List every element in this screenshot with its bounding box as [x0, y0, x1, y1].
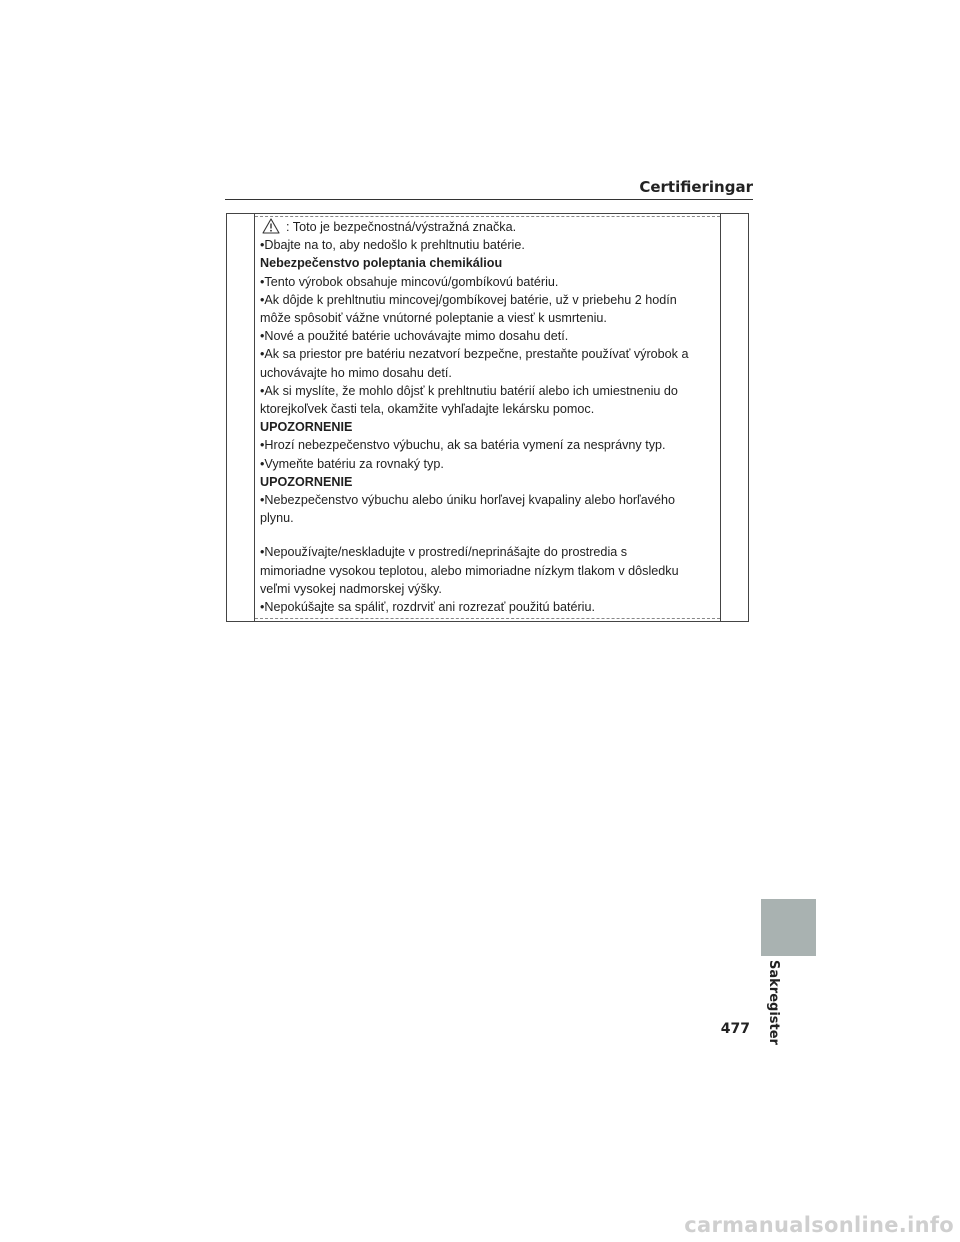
label-heading: UPOZORNENIE	[260, 474, 353, 489]
label-spacer	[260, 527, 722, 543]
label-heading: Nebezpečenstvo poleptania chemikáliou	[260, 256, 503, 271]
label-line: •Nepoužívajte/neskladujte v prostredí/neprinášajte do prostredia s	[260, 545, 628, 560]
label-line: uchovávajte ho mimo dosahu detí.	[260, 365, 452, 380]
label-line: veľmi vysokej nadmorskej výšky.	[260, 581, 442, 596]
watermark: carmanualsonline.info	[684, 1213, 954, 1237]
warning-triangle-icon	[262, 218, 280, 234]
label-line: plynu.	[260, 511, 294, 526]
page-number: 477	[720, 1021, 750, 1037]
label-heading: UPOZORNENIE	[260, 420, 353, 435]
label-line: •Dbajte na to, aby nedošlo k prehltnutiu batérie.	[260, 238, 525, 253]
label-line: •Nové a použité batérie uchovávajte mimo dosahu detí.	[260, 329, 569, 344]
label-left-divider	[254, 214, 255, 621]
label-line: •Nepokúšajte sa spáliť, rozdrviť ani rozrezať použitú batériu.	[260, 600, 595, 615]
label-line: •Vymeňte batériu za rovnaký typ.	[260, 456, 444, 471]
warning-symbol-text: : Toto je bezpečnostná/výstražná značka.	[286, 220, 517, 234]
sidebar-section-label: Sakregister	[766, 960, 781, 1045]
label-line: •Nebezpečenstvo výbuchu alebo úniku horľavej kvapaliny alebo horľavého	[260, 493, 676, 508]
label-line: •Ak dôjde k prehltnutiu mincovej/gombíkovej batérie, už v priebehu 2 hodín	[260, 292, 677, 307]
label-bottom-dashed-line	[255, 618, 720, 619]
label-line: ktorejkoľvek časti tela, okamžite vyhľadajte lekársku pomoc.	[260, 402, 595, 417]
label-line: •Ak si myslíte, že mohlo dôjsť k prehltnutiu batérií alebo ich umiestneniu do	[260, 383, 678, 398]
label-line: •Ak sa priestor pre batériu nezatvorí bezpečne, prestaňte používať výrobok a	[260, 347, 689, 362]
label-line: mimoriadne vysokou teplotou, alebo mimoriadne nízkym tlakom v dôsledku	[260, 563, 679, 578]
label-line: •Hrozí nebezpečenstvo výbuchu, ak sa batéria vymení za nesprávny typ.	[260, 438, 666, 453]
title-rule	[225, 199, 753, 200]
label-line: môže spôsobiť vážne vnútorné poleptanie a viesť k usmrteniu.	[260, 311, 607, 326]
label-text	[260, 218, 722, 616]
warning-symbol-line	[260, 218, 722, 236]
label-top-dashed-line	[255, 216, 720, 217]
section-tab	[761, 899, 816, 956]
label-line: •Tento výrobok obsahuje mincovú/gombíkovú batériu.	[260, 274, 559, 289]
section-title: Certifieringar	[639, 178, 753, 196]
